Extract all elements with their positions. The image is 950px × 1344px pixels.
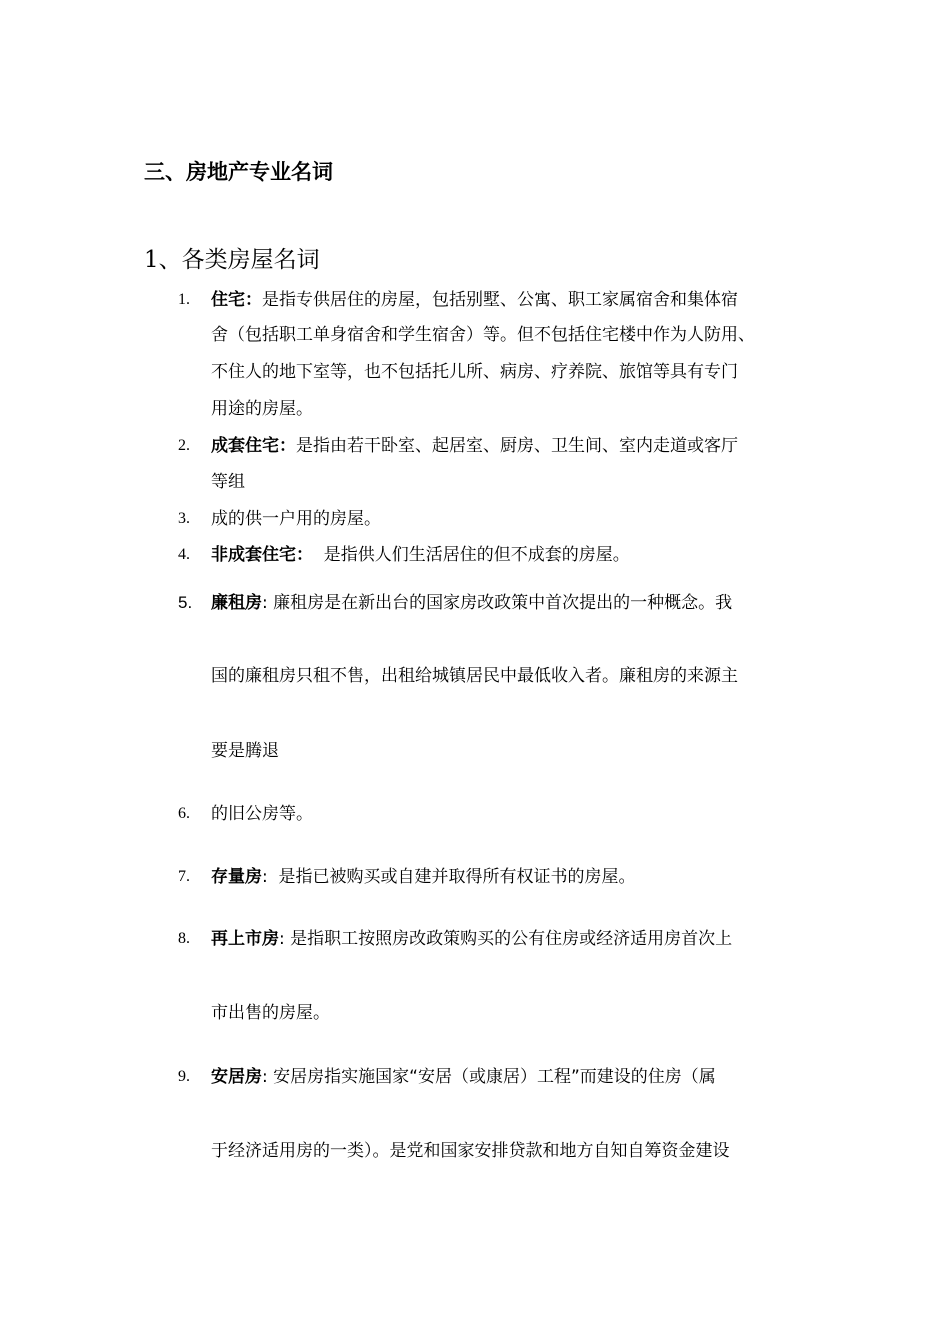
item-separator: : [279, 929, 285, 949]
list-item-line: 国的廉租房只租不售，出租给城镇居民中最低收入者。廉租房的来源主 [211, 666, 738, 686]
item-number: 8. [178, 930, 190, 947]
item-term: 非成套住宅 [211, 545, 296, 565]
item-term: 再上市房 [211, 929, 279, 949]
list-item-line: 的旧公房等。 [211, 804, 313, 824]
item-term: 安居房 [211, 1067, 262, 1087]
list-item-line [211, 543, 630, 567]
list-item-line [211, 927, 732, 951]
item-text: 是指已被购买或自建并取得所有权证书的房屋。 [267, 867, 636, 887]
item-term: 存量房 [211, 867, 262, 887]
item-text: 是指供人们生活居住的但不成套的房屋。 [313, 545, 630, 565]
list-item-line: 用途的房屋。 [211, 399, 313, 419]
list-item-line: 不住人的地下室等，也不包括托儿所、病房、疗养院、旅馆等具有专门 [211, 362, 738, 382]
item-number: 5. [178, 593, 193, 612]
item-number: 3. [178, 510, 190, 527]
item-separator: ： [245, 290, 262, 310]
item-term: 住宅 [211, 290, 245, 310]
item-number: 2. [178, 437, 190, 454]
item-separator: ： [296, 545, 313, 565]
item-number: 6. [178, 805, 190, 822]
item-number: 4. [178, 546, 190, 563]
list-item-line [211, 865, 636, 889]
item-term: 廉租房 [211, 593, 262, 613]
item-text: 安居房指实施国家“安居（或康居）工程”而建设的住房（属 [267, 1067, 716, 1087]
list-item-line: 等组 [211, 472, 245, 492]
list-item-line: 成的供一户用的房屋。 [211, 509, 381, 529]
list-item-line [211, 1065, 716, 1089]
item-number: 1. [178, 291, 190, 308]
item-text: 是指专供居住的房屋，包括别墅、公寓、职工家属宿舍和集体宿 [262, 290, 738, 310]
item-separator: ： [279, 436, 296, 456]
item-number: 7. [178, 868, 190, 885]
item-separator: : [262, 593, 268, 613]
list-item-line: 舍（包括职工单身宿舍和学生宿舍）等。但不包括住宅楼中作为人防用、 [211, 325, 755, 345]
list-item-line [211, 288, 738, 312]
section-title: 三、房地产专业名词 [144, 160, 333, 184]
list-item-line [211, 434, 738, 458]
list-item-line: 要是腾退 [211, 741, 279, 761]
item-number: 9. [178, 1068, 190, 1085]
item-text: 是指职工按照房改政策购买的公有住房或经济适用房首次上 [284, 929, 733, 949]
item-text: 廉租房是在新出台的国家房改政策中首次提出的一种概念。我 [267, 593, 733, 613]
list-item-line: 市出售的房屋。 [211, 1003, 330, 1023]
item-separator: : [262, 1067, 268, 1087]
list-item-line [211, 591, 732, 615]
item-text: 是指由若干卧室、起居室、厨房、卫生间、室内走道或客厅 [296, 436, 738, 456]
subsection-title: 1、各类房屋名词 [144, 247, 320, 273]
item-separator: : [262, 867, 268, 887]
list-item-line: 于经济适用房的一类）。是党和国家安排贷款和地方自知自筹资金建设 [211, 1141, 730, 1161]
item-term: 成套住宅 [211, 436, 279, 456]
